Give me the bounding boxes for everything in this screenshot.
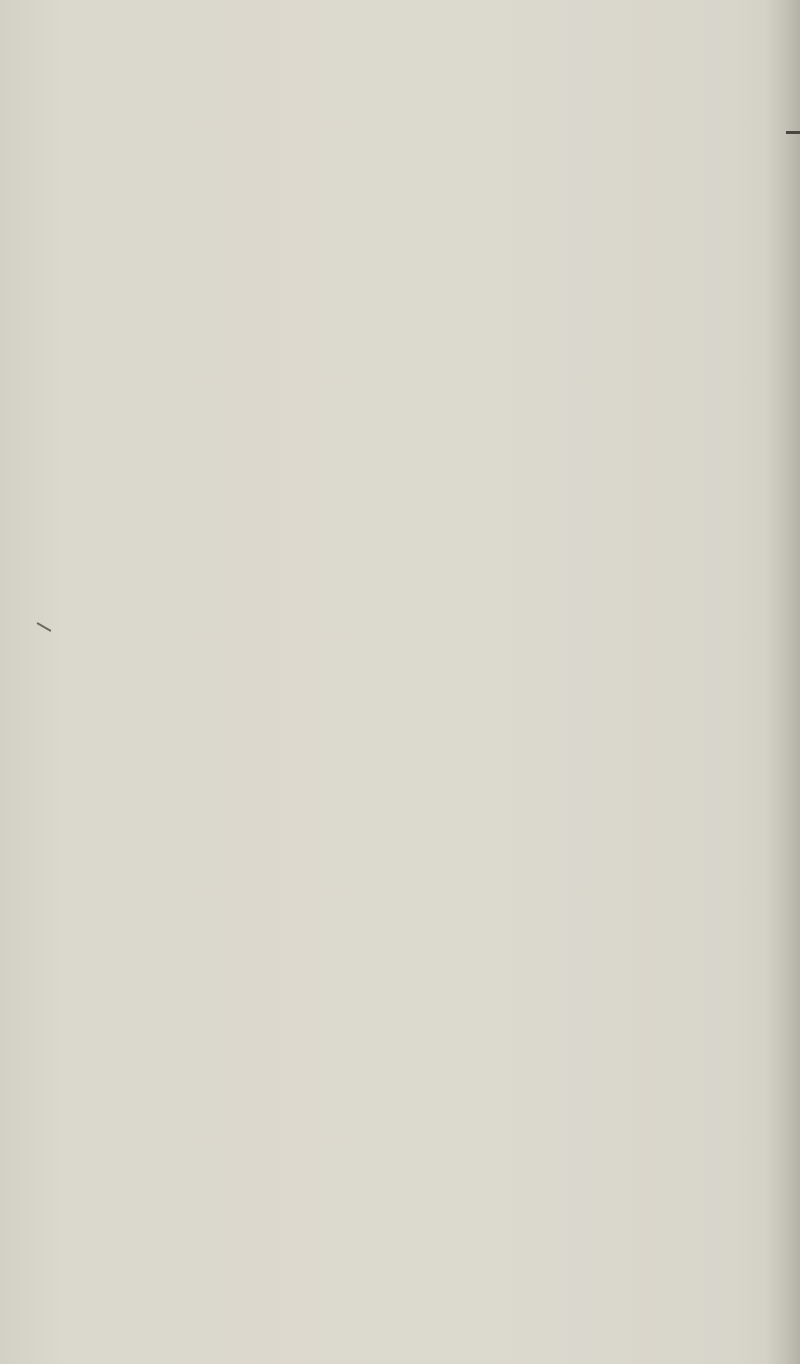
margin-pencil-mark <box>37 622 52 632</box>
section-heading <box>103 164 739 212</box>
page-body <box>103 134 739 247</box>
page-edge-shadow <box>766 0 800 1364</box>
page-header <box>103 78 739 104</box>
margin-mark <box>786 131 800 134</box>
